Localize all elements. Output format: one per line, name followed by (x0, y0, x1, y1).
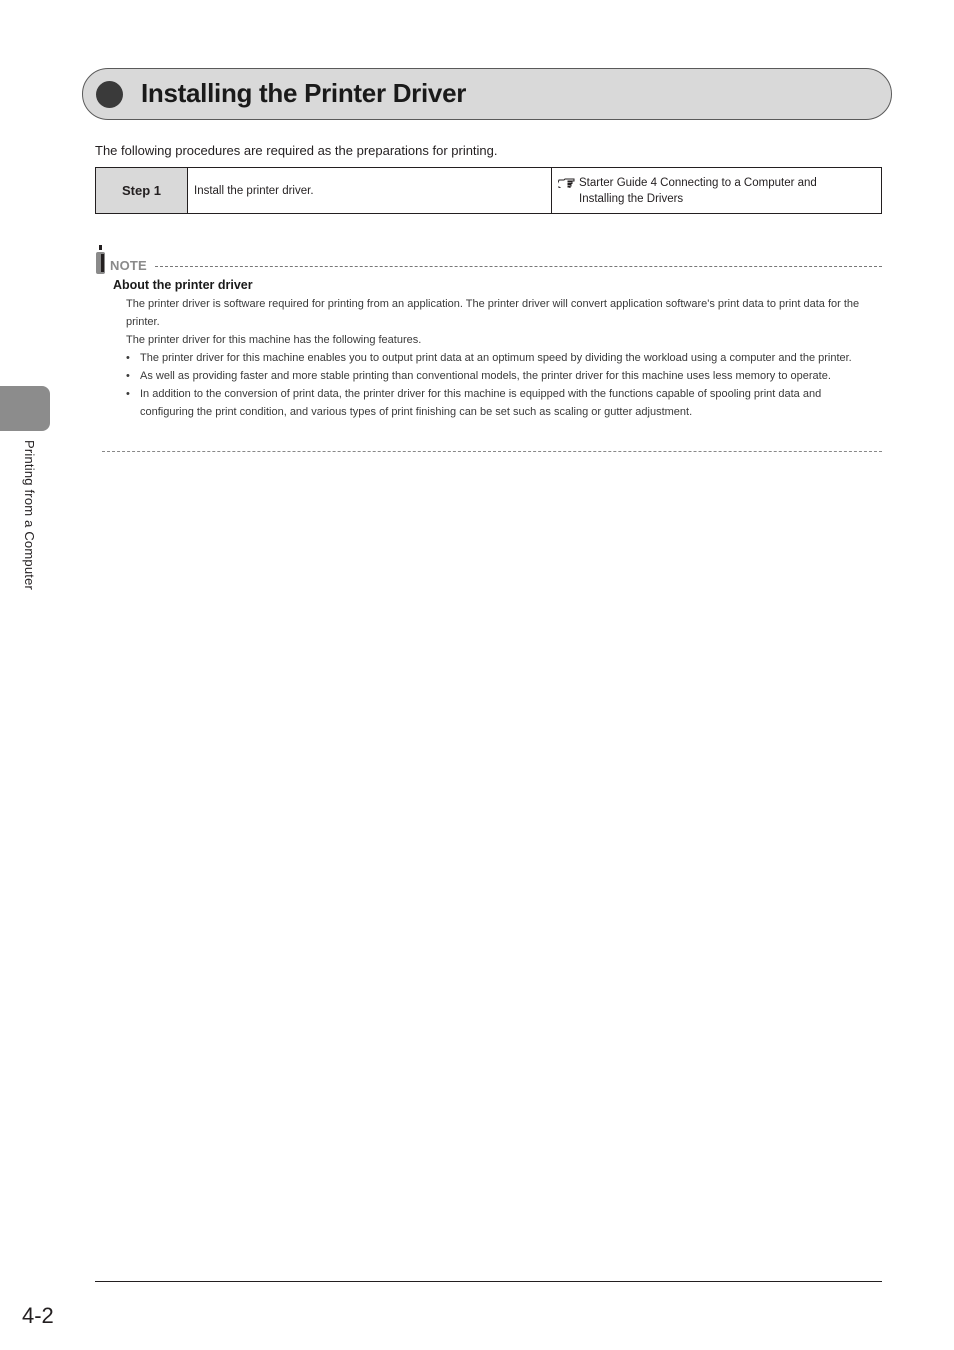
feature-list (126, 349, 874, 421)
bullet-marker: • (126, 388, 130, 400)
chapter-side-label: Printing from a Computer (22, 440, 37, 591)
footer-divider (95, 1281, 882, 1282)
step-description: Install the printer driver. (188, 168, 552, 213)
note-paragraph-1: The printer driver is software required for printing from an application. The printer driver will convert application software's print data to print data for the printer. (126, 298, 860, 328)
step-reference-link[interactable] (552, 168, 881, 213)
pointing-hand-icon (558, 178, 576, 188)
note-label: NOTE (110, 258, 147, 273)
note-divider (155, 266, 882, 267)
pencil-note-icon (94, 245, 108, 275)
title-bullet-icon (96, 81, 123, 108)
section-title-bar (82, 68, 892, 120)
step-label: Step 1 (96, 168, 188, 213)
reference-line-1: Starter Guide 4 Connecting to a Computer and (579, 177, 817, 189)
list-item-text: The printer driver for this machine enables you to output print data at an optimum speed by dividing the workload using a computer and the printer. (140, 352, 852, 364)
note-header (94, 245, 882, 275)
bullet-marker: • (126, 370, 130, 382)
reference-text (579, 175, 817, 207)
intro-text: The following procedures are required as the preparations for printing. (95, 143, 498, 158)
chapter-side-tab[interactable] (0, 386, 50, 431)
list-item-text: In addition to the conversion of print data, the printer driver for this machine is equipped with the functions capable of spooling print data and configuring the print condition, and various types of print finishing can be set such as scaling or gutter adjustment. (140, 388, 822, 418)
note-heading: About the printer driver (113, 278, 253, 292)
reference-line-2: Installing the Drivers (579, 193, 684, 205)
step-table (95, 167, 882, 214)
list-item (126, 385, 874, 421)
note-bottom-divider (102, 451, 882, 452)
page-number: 4-2 (22, 1303, 54, 1328)
list-item (126, 349, 874, 367)
page-title: Installing the Printer Driver (141, 78, 467, 108)
note-paragraph-2: The printer driver for this machine has the following features. (126, 334, 422, 346)
list-item-text: As well as providing faster and more stable printing than conventional models, the printer driver for this machine uses less memory to operate. (140, 370, 831, 382)
bullet-marker: • (126, 352, 130, 364)
note-body (126, 295, 874, 421)
list-item (126, 367, 874, 385)
